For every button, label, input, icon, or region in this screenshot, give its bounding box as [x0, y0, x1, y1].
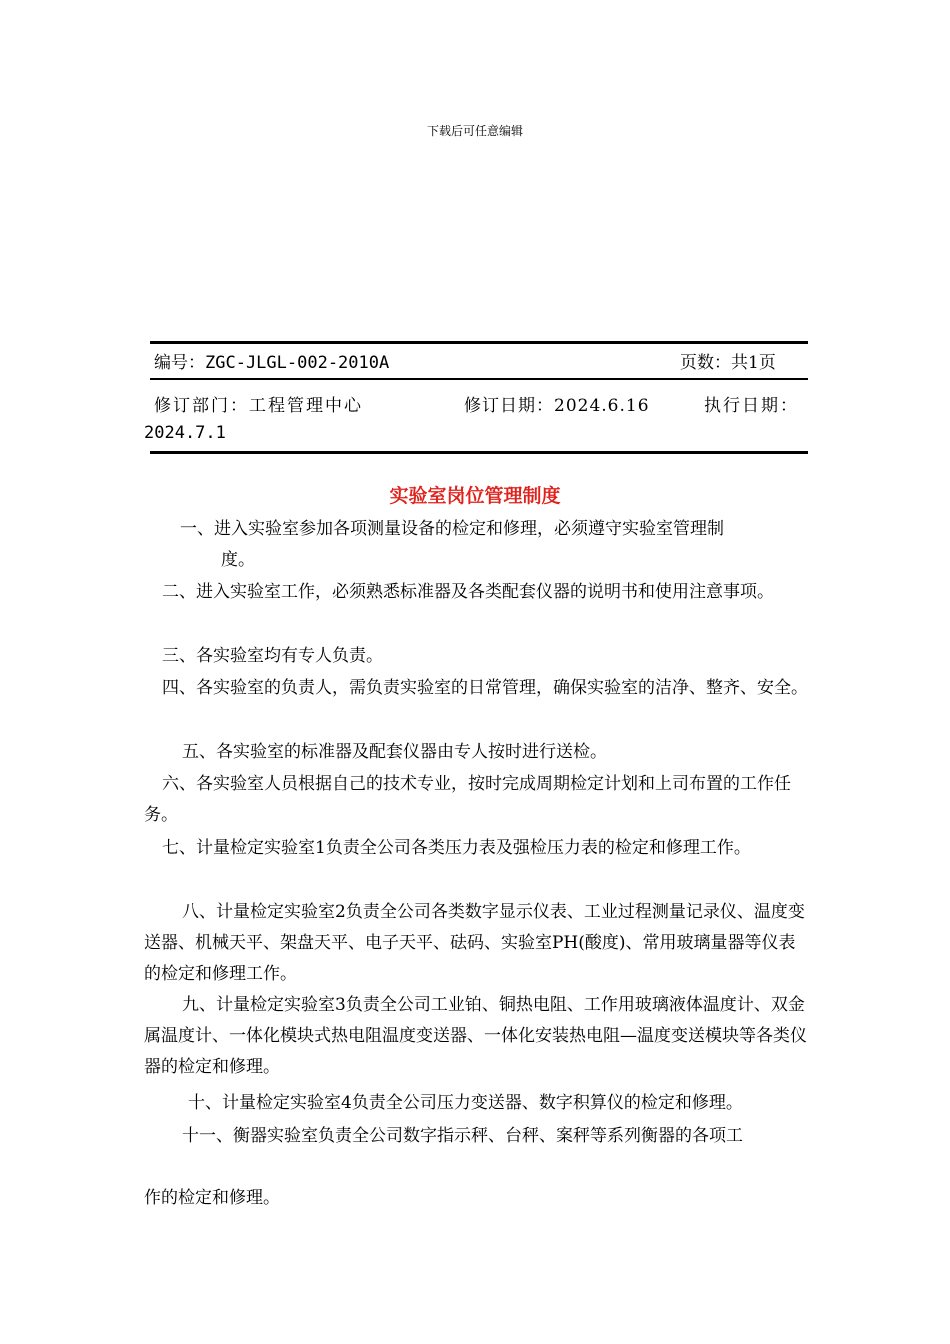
header-top-rule	[150, 341, 808, 344]
revision-date: 修订日期：2024.6.16	[464, 396, 650, 416]
execution-date: 2024.7.1	[144, 423, 226, 443]
clause-11: 十一、衡器实验室负责全公司数字指示秤、台秤、案秤等系列衡器的各项工	[182, 1126, 743, 1146]
clause-9: 九、计量检定实验室3负责全公司工业铂、铜热电阻、工作用玻璃液体温度计、双金属温度计、一体化模块式热电阻温度变送器、一体化安装热电阻—温度变送模块等各类仪器的检定和修理。	[144, 995, 807, 1077]
clause-2: 二、进入实验室工作，必须熟悉标准器及各类配套仪器的说明书和使用注意事项。	[162, 582, 774, 602]
top-note: 下载后可任意编辑	[426, 124, 523, 138]
clause-8: 八、计量检定实验室2负责全公司各类数字显示仪表、工业过程测量记录仪、温度变送器、机械天平、架盘天平、电子天平、砝码、实验室PH(酸度)、常用玻璃量器等仪表的检定和修理工作。	[144, 902, 805, 984]
clause-1: 一、进入实验室参加各项测量设备的检定和修理，必须遵守实验室管理制	[180, 519, 724, 539]
page-count: 页数：共1页	[680, 353, 776, 373]
revision-department: 修订部门：工程管理中心	[154, 396, 363, 416]
doc-number: 编号：ZGC-JLGL-002-2010A	[154, 353, 390, 373]
clause-11-cont: 作的检定和修理。	[144, 1188, 280, 1208]
header-bottom-rule	[150, 451, 808, 454]
clause-3: 三、各实验室均有专人负责。	[162, 646, 383, 666]
header-mid-rule	[150, 378, 808, 380]
clause-10: 十、计量检定实验室4负责全公司压力变送器、数字积算仪的检定和修理。	[188, 1093, 743, 1113]
document-title: 实验室岗位管理制度	[389, 485, 561, 507]
clause-4: 四、各实验室的负责人，需负责实验室的日常管理，确保实验室的洁净、整齐、安全。	[162, 678, 808, 698]
clause-1-cont: 度。	[221, 550, 255, 570]
clause-5: 五、各实验室的标准器及配套仪器由专人按时进行送检。	[182, 742, 607, 762]
clause-7: 七、计量检定实验室1负责全公司各类压力表及强检压力表的检定和修理工作。	[162, 838, 751, 858]
clause-6: 六、各实验室人员根据自己的技术专业，按时完成周期检定计划和上司布置的工作任务。	[144, 774, 791, 825]
execution-date-label: 执行日期：	[704, 396, 799, 416]
